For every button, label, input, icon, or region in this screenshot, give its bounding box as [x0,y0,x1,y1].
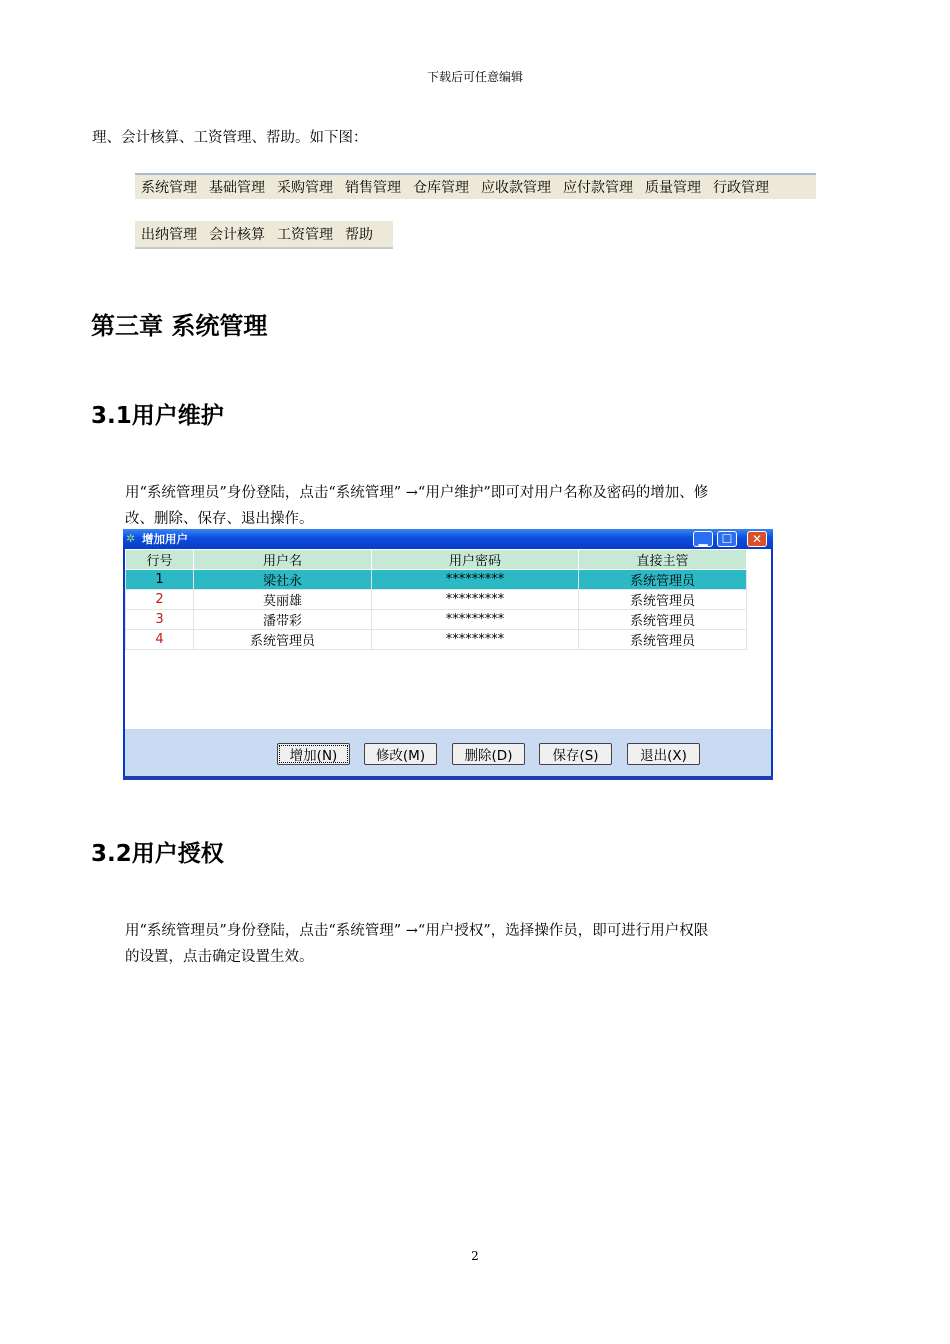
cell-password[interactable]: ********* [372,630,579,650]
modify-button[interactable]: 修改(M) [364,743,437,765]
menu-item-admin[interactable]: 行政管理 [713,180,769,196]
table-row[interactable] [126,590,747,610]
menu-bar-row-2 [135,221,393,249]
cell-supervisor[interactable]: 系统管理员 [579,610,747,630]
section-1-title: 3.1用户维护 [91,403,224,429]
column-header-supervisor[interactable]: 直接主管 [579,550,747,570]
table-row[interactable] [126,630,747,650]
menu-item-purchase[interactable]: 采购管理 [277,180,333,196]
menu-item-sales[interactable]: 销售管理 [345,180,401,196]
section-2-para-line-2: 的设置，点击确定设置生效。 [125,949,314,965]
dialog-button-bar [125,729,771,777]
section-2-para-line-1: 用“系统管理员”身份登陆，点击“系统管理” →“用户授权”，选择操作员，即可进行用户权限 [125,923,709,939]
cell-password[interactable]: ********* [372,610,579,630]
cell-row-number[interactable]: 4 [126,630,194,650]
cell-password[interactable]: ********* [372,570,579,590]
cell-password[interactable]: ********* [372,590,579,610]
cell-username[interactable]: 系统管理员 [194,630,372,650]
menu-item-payroll[interactable]: 工资管理 [277,227,333,243]
minimize-icon[interactable]: ▁ [693,531,713,547]
dialog-title: 增加用户 [142,532,188,546]
menu-bar-row-1 [135,173,816,199]
menu-item-warehouse[interactable]: 仓库管理 [413,180,469,196]
user-table [125,549,747,650]
cell-username[interactable]: 潘带彩 [194,610,372,630]
cell-username[interactable]: 莫丽雄 [194,590,372,610]
maximize-icon[interactable]: ☐ [717,531,737,547]
menu-item-accounting[interactable]: 会计核算 [209,227,265,243]
page-number: 2 [471,1249,479,1263]
menu-item-system[interactable]: 系统管理 [141,180,197,196]
page-header: 下载后可任意编辑 [426,70,523,84]
close-icon[interactable]: ✕ [747,531,767,547]
add-user-dialog [123,529,773,780]
table-row[interactable] [126,610,747,630]
table-header-row [126,550,747,570]
add-button[interactable]: 增加(N) [277,743,350,765]
menu-item-quality[interactable]: 质量管理 [645,180,701,196]
cell-supervisor[interactable]: 系统管理员 [579,570,747,590]
section-2-title: 3.2用户授权 [91,841,224,867]
column-header-row-number[interactable]: 行号 [126,550,194,570]
dialog-bottom-border [123,776,773,780]
table-row[interactable] [126,570,747,590]
column-header-username[interactable]: 用户名 [194,550,372,570]
cell-row-number[interactable]: 3 [126,610,194,630]
cell-supervisor[interactable]: 系统管理员 [579,590,747,610]
chapter-title: 第三章 系统管理 [91,312,268,340]
section-1-para-line-2: 改、删除、保存、退出操作。 [125,511,314,527]
menu-item-payable[interactable]: 应付款管理 [563,180,633,196]
menu-item-basic[interactable]: 基础管理 [209,180,265,196]
menu-item-help[interactable]: 帮助 [345,227,373,243]
menu-item-receivable[interactable]: 应收款管理 [481,180,551,196]
dialog-titlebar[interactable] [123,529,773,549]
column-header-password[interactable]: 用户密码 [372,550,579,570]
intro-line: 理、会计核算、工资管理、帮助。如下图： [92,130,368,146]
exit-button[interactable]: 退出(X) [627,743,700,765]
cell-supervisor[interactable]: 系统管理员 [579,630,747,650]
cell-row-number[interactable]: 2 [126,590,194,610]
section-1-para-line-1: 用“系统管理员”身份登陆，点击“系统管理” →“用户维护”即可对用户名称及密码的增加、修 [125,485,709,501]
delete-button[interactable]: 删除(D) [452,743,525,765]
app-icon: ✲ [126,532,136,545]
cell-username[interactable]: 梁社永 [194,570,372,590]
menu-item-cashier[interactable]: 出纳管理 [141,227,197,243]
save-button[interactable]: 保存(S) [539,743,612,765]
cell-row-number[interactable]: 1 [126,570,194,590]
